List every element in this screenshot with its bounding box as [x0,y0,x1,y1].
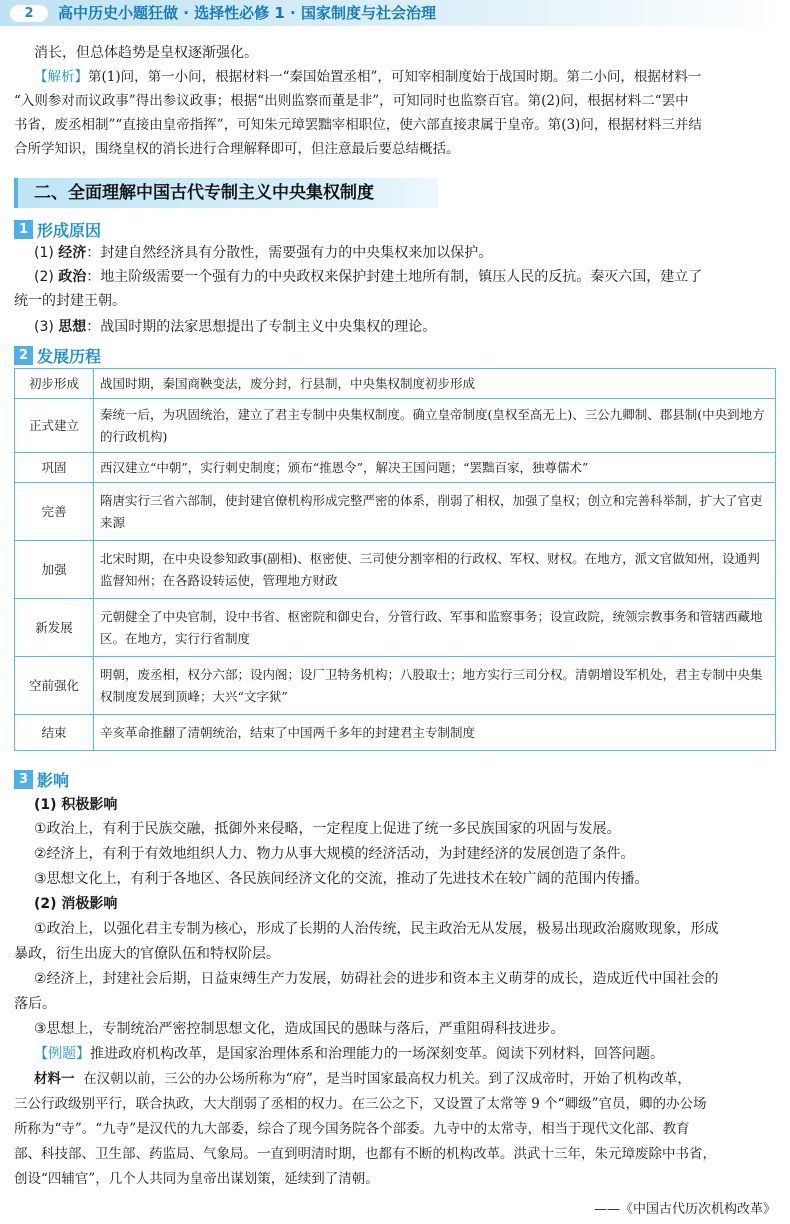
stage-desc: 秦统一后，为巩固统治，建立了君主专制中央集权制度。确立皇帝制度(皇权至高无上)、三公九卿制、郡县制(中央到地方的行政机构) [94,399,776,453]
page-number: 2 [10,5,48,22]
stage-cell: 加强 [15,541,94,599]
stage-cell: 正式建立 [15,399,94,453]
negative-line: ③思想上，专制统治严密控制思想文化，造成国民的愚昧与落后，严重阻碍科技进步。 [34,1021,565,1037]
cause-item-2-cont: 统一的封建王朝。 [14,293,126,309]
stage-desc: 西汉建立“中朝”，实行刺史制度；颁布“推恩令”，解决王国问题；“罢黜百家，独尊儒术” [94,453,776,483]
table-row [15,369,776,399]
analysis-line-2: “入则参对而议政事”得出参议政事；根据“出则监察而董是非”，可知同时也监察百官。第(2)问，根据材料二“罢中 [14,93,689,109]
negative-line: ①政治上，以强化君主专制为核心，形成了长期的人治传统，民主政治无从发展，极易出现政治腐败现象，形成 [34,921,719,937]
subsection-title: 形成原因 [37,221,102,240]
table-row [15,657,776,715]
analysis-line-1: 【解析】第(1)问，第一小问，根据材料一“秦国始置丞相”，可知宰相制度始于战国时期。第二小问，根据材料一 [34,69,702,85]
stage-desc: 北宋时期，在中央设参知政事(副相)、枢密使、三司使分割宰相的行政权、军权、财权。在地方，派文官做知州，设通判监督知州；在各路设转运使，管理地方财政 [94,541,776,599]
stage-cell: 空前强化 [15,657,94,715]
example-tag: 【例题】 [34,1046,90,1062]
stage-desc: 元朝健全了中央官制，设中书省、枢密院和御史台，分管行政、军事和监察事务；设宣政院，统领宗教事务和管辖西藏地区。在地方，实行行省制度 [94,599,776,657]
section-title: 二、全面理解中国古代专制主义中央集权制度 [34,183,374,203]
subsection-title: 影响 [37,771,70,790]
stage-desc: 隋唐实行三省六部制，使封建官僚机构形成完整严密的体系，削弱了相权，加强了皇权；创立和完善科举制，扩大了官吏来源 [94,483,776,541]
positive-item: ②经济上，有利于有效地组织人力、物力从事大规模的经济活动，为封建经济的发展创造了条件。 [34,846,635,862]
material-source: ——《中国古代历次机构改革》 [593,1202,776,1217]
material-line: 部、科技部、卫生部、药监局、气象局。一直到明清时期，也都有不断的机构改革。洪武十三年，朱元璋废除中书省， [14,1146,716,1162]
positive-item: ①政治上，有利于民族交融，抵御外来侵略，一定程度上促进了统一多民族国家的巩固与发展。 [34,821,621,837]
subsection-influence-heading [14,768,69,790]
table-row [15,453,776,483]
table-row [15,541,776,599]
intro-line: 消长，但总体趋势是皇权逐渐强化。 [34,45,258,61]
stage-desc: 战国时期，秦国商鞅变法，废分封，行县制，中央集权制度初步形成 [94,369,776,399]
subsection-development-heading [14,344,101,366]
analysis-line-3: 书省，废丞相制”“直接由皇帝指挥”，可知朱元璋罢黜宰相职位，使六部直接隶属于皇帝。第(3)问，根据材料三并结 [14,117,702,133]
material-line: 三公行政级别平行，联合执政，大大削弱了丞相的权力。在三公之下，又设置了太常等 9 个“卿级”官员，卿的办公场 [14,1096,707,1112]
stage-cell: 新发展 [15,599,94,657]
negative-title: (2) 消极影响 [34,896,118,912]
material-line: 创设“四辅官”，几个人共同为皇帝出谋划策，延续到了清朝。 [14,1171,379,1187]
page-header [0,0,790,26]
subsection-number: 1 [14,220,33,239]
negative-line: ②经济上，封建社会后期，日益束缚生产力发展，妨碍社会的进步和资本主义萌芽的成长，造成近代中国社会的 [34,971,719,987]
analysis-line-4: 合所学知识，围绕皇权的消长进行合理解释即可，但注意最后要总结概括。 [14,141,460,157]
example-prompt: 【例题】推进政府机构改革，是国家治理体系和治理能力的一场深刻变革。阅读下列材料，回答问题。 [34,1046,664,1062]
material-line: 所称为“寺”。“九寺”是汉代的九大部委，综合了现今国务院各个部委。九寺中的太常寺，相当于现代文化部、教育 [14,1121,690,1137]
subsection-number: 2 [14,346,33,365]
development-table [14,368,776,751]
cause-item-2: (2) 政治：地主阶级需要一个强有力的中央政权来保护封建土地所有制，镇压人民的反抗。秦灭六国，建立了 [34,269,703,285]
subsection-number: 3 [14,770,33,789]
stage-desc: 明朝，废丞相，权分六部；设内阁；设厂卫特务机构；八股取士；地方实行三司分权。清朝增设军机处，君主专制中央集权制度发展到顶峰；大兴“文字狱” [94,657,776,715]
stage-cell: 完善 [15,483,94,541]
positive-title: (1) 积极影响 [34,797,118,813]
subsection-title: 发展历程 [37,347,102,366]
negative-line: 暴政，衍生出庞大的官僚队伍和特权阶层。 [14,946,280,962]
stage-desc: 辛亥革命推翻了清朝统治，结束了中国两千多年的封建君主专制制度 [94,715,776,751]
negative-line: 落后。 [14,996,56,1012]
analysis-tag: 【解析】 [34,69,88,85]
positive-item: ③思想文化上，有利于各地区、各民族间经济文化的交流，推动了先进技术在较广阔的范围内传播。 [34,871,649,887]
table-row [15,483,776,541]
cause-item-3: (3) 思想：战国时期的法家思想提出了专制主义中央集权的理论。 [34,319,437,335]
stage-cell: 巩固 [15,453,94,483]
material-line-1: 材料一 在汉朝以前，三公的办公场所称为“府”，是当时国家最高权力机关。到了汉成帝时，开始了机构改革， [34,1071,691,1087]
table-row [15,399,776,453]
table-row [15,715,776,751]
table-row [15,599,776,657]
cause-item-1: (1) 经济：封建自然经济具有分散性，需要强有力的中央集权来加以保护。 [34,245,493,261]
stage-cell: 初步形成 [15,369,94,399]
header-title: 高中历史小题狂做 · 选择性必修 1 · 国家制度与社会治理 [58,4,436,22]
stage-cell: 结束 [15,715,94,751]
material-label: 材料一 [34,1071,75,1087]
subsection-cause-heading [14,218,101,240]
section-banner [14,178,438,208]
